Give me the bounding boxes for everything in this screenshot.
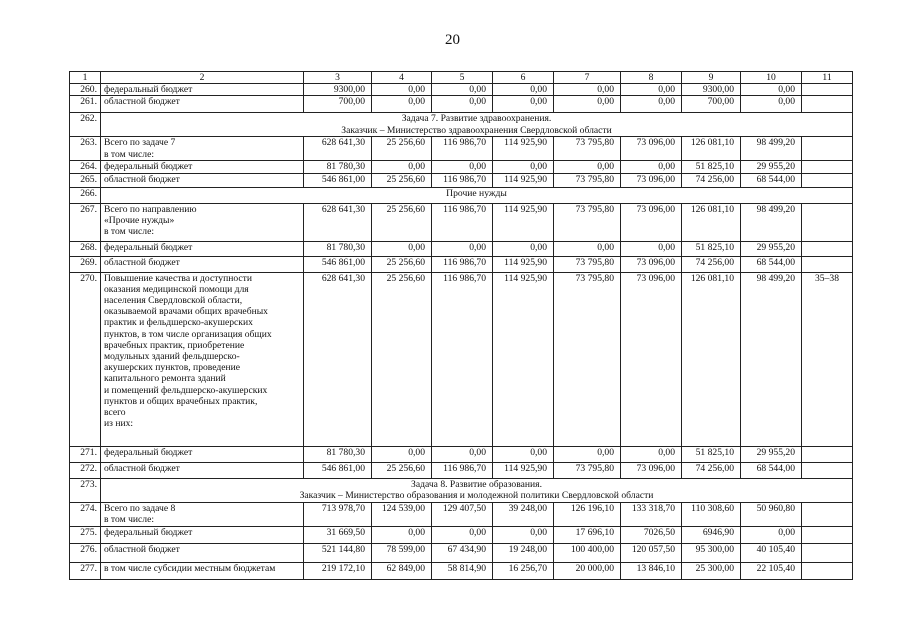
amount-cell: 116 986,70: [432, 137, 493, 161]
amount-cell: 126 196,10: [554, 502, 621, 526]
amount-cell: 700,00: [304, 96, 372, 113]
amount-cell: 0,00: [621, 96, 682, 113]
table-row: [70, 173, 853, 187]
row-number: 261.: [70, 96, 101, 113]
row-label: Повышение качества и доступности оказания медицинской помощи для населения Свердловской области, оказываемой врачами общих врачебных практик и фельдшерско-акушерских пунктов, в том числе организация общих врачебных практик, приобретение модульных зданий фельдшерско- акушерских пунктов, проведение капитального ремонта зданий и помещений фельдшерско-акушерских пунктов и общих врачебных практик, всего из них:: [101, 272, 304, 446]
amount-cell: 110 308,60: [682, 502, 741, 526]
row-label: областной бюджет: [101, 96, 304, 113]
table-row: [70, 502, 853, 526]
amount-cell: 73 795,80: [554, 203, 621, 241]
amount-cell: 25 256,60: [372, 137, 432, 161]
amount-cell: 81 780,30: [304, 161, 372, 173]
amount-cell: 29 955,20: [741, 161, 802, 173]
amount-cell: 67 434,90: [432, 543, 493, 562]
amount-cell: 0,00: [493, 446, 554, 462]
amount-cell: 73 096,00: [621, 272, 682, 446]
amount-cell: 628 641,30: [304, 272, 372, 446]
amount-cell: 68 544,00: [741, 462, 802, 478]
amount-cell: 73 795,80: [554, 462, 621, 478]
amount-cell: 39 248,00: [493, 502, 554, 526]
amount-cell: 114 925,90: [493, 462, 554, 478]
amount-cell: 628 641,30: [304, 203, 372, 241]
amount-cell: 29 955,20: [741, 446, 802, 462]
amount-cell: 73 096,00: [621, 203, 682, 241]
amount-cell: 68 544,00: [741, 173, 802, 187]
page-number: 20: [445, 32, 460, 48]
amount-cell: 0,00: [741, 526, 802, 543]
amount-cell: 0,00: [554, 96, 621, 113]
amount-cell: 0,00: [554, 161, 621, 173]
row-label: Всего по задаче 8 в том числе:: [101, 502, 304, 526]
header-cell: 5: [432, 72, 493, 84]
amount-cell: 0,00: [621, 84, 682, 96]
header-cell: 2: [101, 72, 304, 84]
row-label: Всего по задаче 7 в том числе:: [101, 137, 304, 161]
amount-cell: 68 544,00: [741, 256, 802, 272]
amount-cell: 25 256,60: [372, 256, 432, 272]
row-number: 275.: [70, 526, 101, 543]
amount-cell: 0,00: [493, 161, 554, 173]
amount-cell: 73 795,80: [554, 137, 621, 161]
amount-cell: 73 096,00: [621, 137, 682, 161]
amount-cell: 6946,90: [682, 526, 741, 543]
amount-cell: 0,00: [432, 161, 493, 173]
table-row: [70, 96, 853, 113]
amount-cell: 62 849,00: [372, 562, 432, 579]
row-number: 267.: [70, 203, 101, 241]
row-number: 266.: [70, 187, 101, 203]
amount-cell: 116 986,70: [432, 173, 493, 187]
row-label: в том числе субсидии местным бюджетам: [101, 562, 304, 579]
amount-cell: 114 925,90: [493, 256, 554, 272]
target-indicator-cell: [802, 562, 853, 579]
amount-cell: 73 795,80: [554, 256, 621, 272]
row-number: 272.: [70, 462, 101, 478]
amount-cell: 116 986,70: [432, 203, 493, 241]
row-number: 270.: [70, 272, 101, 446]
amount-cell: 19 248,00: [493, 543, 554, 562]
amount-cell: 22 105,40: [741, 562, 802, 579]
amount-cell: 0,00: [493, 241, 554, 256]
table-row: [70, 161, 853, 173]
amount-cell: 0,00: [372, 526, 432, 543]
amount-cell: 100 400,00: [554, 543, 621, 562]
row-number: 262.: [70, 113, 101, 137]
amount-cell: 0,00: [493, 84, 554, 96]
amount-cell: 0,00: [621, 446, 682, 462]
section-title: Прочие нужды: [101, 187, 853, 203]
amount-cell: 81 780,30: [304, 446, 372, 462]
header-cell: 8: [621, 72, 682, 84]
amount-cell: 95 300,00: [682, 543, 741, 562]
target-indicator-cell: [802, 446, 853, 462]
amount-cell: 40 105,40: [741, 543, 802, 562]
target-indicator-cell: [802, 161, 853, 173]
amount-cell: 126 081,10: [682, 137, 741, 161]
amount-cell: 13 846,10: [621, 562, 682, 579]
amount-cell: 51 825,10: [682, 161, 741, 173]
row-label: областной бюджет: [101, 256, 304, 272]
target-indicator-cell: [802, 462, 853, 478]
header-cell: 11: [802, 72, 853, 84]
table-row: [70, 446, 853, 462]
amount-cell: 58 814,90: [432, 562, 493, 579]
target-indicator-cell: [802, 241, 853, 256]
amount-cell: 25 256,60: [372, 462, 432, 478]
amount-cell: 73 795,80: [554, 272, 621, 446]
amount-cell: 51 825,10: [682, 241, 741, 256]
row-number: 277.: [70, 562, 101, 579]
row-number: 264.: [70, 161, 101, 173]
table-row: [70, 526, 853, 543]
budget-table: [69, 71, 853, 580]
amount-cell: 0,00: [554, 241, 621, 256]
amount-cell: 0,00: [432, 241, 493, 256]
section-title: Задача 8. Развитие образования. Заказчик – Министерство образования и молодежной политики Свердловской области: [101, 478, 853, 502]
table-row: [70, 462, 853, 478]
amount-cell: 0,00: [372, 446, 432, 462]
amount-cell: 98 499,20: [741, 203, 802, 241]
amount-cell: 628 641,30: [304, 137, 372, 161]
table-header-row: [70, 72, 853, 84]
amount-cell: 9300,00: [304, 84, 372, 96]
table-row: [70, 543, 853, 562]
amount-cell: 78 599,00: [372, 543, 432, 562]
amount-cell: 50 960,80: [741, 502, 802, 526]
amount-cell: 81 780,30: [304, 241, 372, 256]
amount-cell: 73 096,00: [621, 462, 682, 478]
row-number: 273.: [70, 478, 101, 502]
row-label: Всего по направлению «Прочие нужды» в том числе:: [101, 203, 304, 241]
amount-cell: 25 256,60: [372, 272, 432, 446]
amount-cell: 0,00: [493, 526, 554, 543]
section-row: [70, 187, 853, 203]
amount-cell: 120 057,50: [621, 543, 682, 562]
amount-cell: 74 256,00: [682, 173, 741, 187]
amount-cell: 74 256,00: [682, 256, 741, 272]
target-indicator-cell: [802, 526, 853, 543]
amount-cell: 7026,50: [621, 526, 682, 543]
amount-cell: 0,00: [741, 84, 802, 96]
amount-cell: 129 407,50: [432, 502, 493, 526]
amount-cell: 114 925,90: [493, 203, 554, 241]
header-cell: 10: [741, 72, 802, 84]
amount-cell: 51 825,10: [682, 446, 741, 462]
amount-cell: 116 986,70: [432, 256, 493, 272]
amount-cell: 0,00: [554, 84, 621, 96]
table-row: [70, 137, 853, 161]
section-row: [70, 478, 853, 502]
table-row: [70, 256, 853, 272]
amount-cell: 25 256,60: [372, 173, 432, 187]
amount-cell: 0,00: [621, 241, 682, 256]
amount-cell: 546 861,00: [304, 462, 372, 478]
target-indicator-cell: [802, 84, 853, 96]
header-cell: 7: [554, 72, 621, 84]
target-indicator-cell: [802, 543, 853, 562]
target-indicator-cell: 35–38: [802, 272, 853, 446]
row-number: 271.: [70, 446, 101, 462]
table-row: [70, 241, 853, 256]
target-indicator-cell: [802, 137, 853, 161]
section-row: [70, 113, 853, 137]
amount-cell: 16 256,70: [493, 562, 554, 579]
amount-cell: 73 096,00: [621, 173, 682, 187]
amount-cell: 74 256,00: [682, 462, 741, 478]
amount-cell: 114 925,90: [493, 272, 554, 446]
table-row: [70, 562, 853, 579]
amount-cell: 73 795,80: [554, 173, 621, 187]
amount-cell: 98 499,20: [741, 137, 802, 161]
row-number: 268.: [70, 241, 101, 256]
row-number: 260.: [70, 84, 101, 96]
row-label: федеральный бюджет: [101, 526, 304, 543]
amount-cell: 9300,00: [682, 84, 741, 96]
amount-cell: 116 986,70: [432, 272, 493, 446]
amount-cell: 521 144,80: [304, 543, 372, 562]
amount-cell: 133 318,70: [621, 502, 682, 526]
row-number: 269.: [70, 256, 101, 272]
target-indicator-cell: [802, 173, 853, 187]
amount-cell: 713 978,70: [304, 502, 372, 526]
amount-cell: 31 669,50: [304, 526, 372, 543]
header-cell: 6: [493, 72, 554, 84]
amount-cell: 29 955,20: [741, 241, 802, 256]
amount-cell: 98 499,20: [741, 272, 802, 446]
target-indicator-cell: [802, 96, 853, 113]
amount-cell: 114 925,90: [493, 137, 554, 161]
amount-cell: 0,00: [621, 161, 682, 173]
amount-cell: 25 300,00: [682, 562, 741, 579]
header-cell: 4: [372, 72, 432, 84]
amount-cell: 126 081,10: [682, 203, 741, 241]
amount-cell: 0,00: [372, 161, 432, 173]
row-label: областной бюджет: [101, 543, 304, 562]
header-cell: 1: [70, 72, 101, 84]
row-label: федеральный бюджет: [101, 241, 304, 256]
amount-cell: 116 986,70: [432, 462, 493, 478]
header-cell: 3: [304, 72, 372, 84]
row-label: областной бюджет: [101, 173, 304, 187]
amount-cell: 0,00: [432, 96, 493, 113]
amount-cell: 20 000,00: [554, 562, 621, 579]
amount-cell: 0,00: [741, 96, 802, 113]
amount-cell: 0,00: [432, 446, 493, 462]
amount-cell: 124 539,00: [372, 502, 432, 526]
amount-cell: 219 172,10: [304, 562, 372, 579]
row-number: 274.: [70, 502, 101, 526]
target-indicator-cell: [802, 256, 853, 272]
amount-cell: 0,00: [372, 241, 432, 256]
header-cell: 9: [682, 72, 741, 84]
section-title: Задача 7. Развитие здравоохранения. Заказчик – Министерство здравоохранения Свердловской области: [101, 113, 853, 137]
amount-cell: 0,00: [432, 84, 493, 96]
row-label: федеральный бюджет: [101, 161, 304, 173]
amount-cell: 0,00: [493, 96, 554, 113]
amount-cell: 25 256,60: [372, 203, 432, 241]
amount-cell: 546 861,00: [304, 256, 372, 272]
table-row: [70, 203, 853, 241]
table-row: [70, 272, 853, 446]
amount-cell: 546 861,00: [304, 173, 372, 187]
amount-cell: 700,00: [682, 96, 741, 113]
row-number: 263.: [70, 137, 101, 161]
amount-cell: 114 925,90: [493, 173, 554, 187]
row-label: областной бюджет: [101, 462, 304, 478]
amount-cell: 0,00: [432, 526, 493, 543]
row-label: федеральный бюджет: [101, 446, 304, 462]
row-label: федеральный бюджет: [101, 84, 304, 96]
row-number: 265.: [70, 173, 101, 187]
amount-cell: 0,00: [554, 446, 621, 462]
target-indicator-cell: [802, 203, 853, 241]
amount-cell: 17 696,10: [554, 526, 621, 543]
amount-cell: 0,00: [372, 84, 432, 96]
target-indicator-cell: [802, 502, 853, 526]
amount-cell: 73 096,00: [621, 256, 682, 272]
table-row: [70, 84, 853, 96]
amount-cell: 0,00: [372, 96, 432, 113]
row-number: 276.: [70, 543, 101, 562]
amount-cell: 126 081,10: [682, 272, 741, 446]
